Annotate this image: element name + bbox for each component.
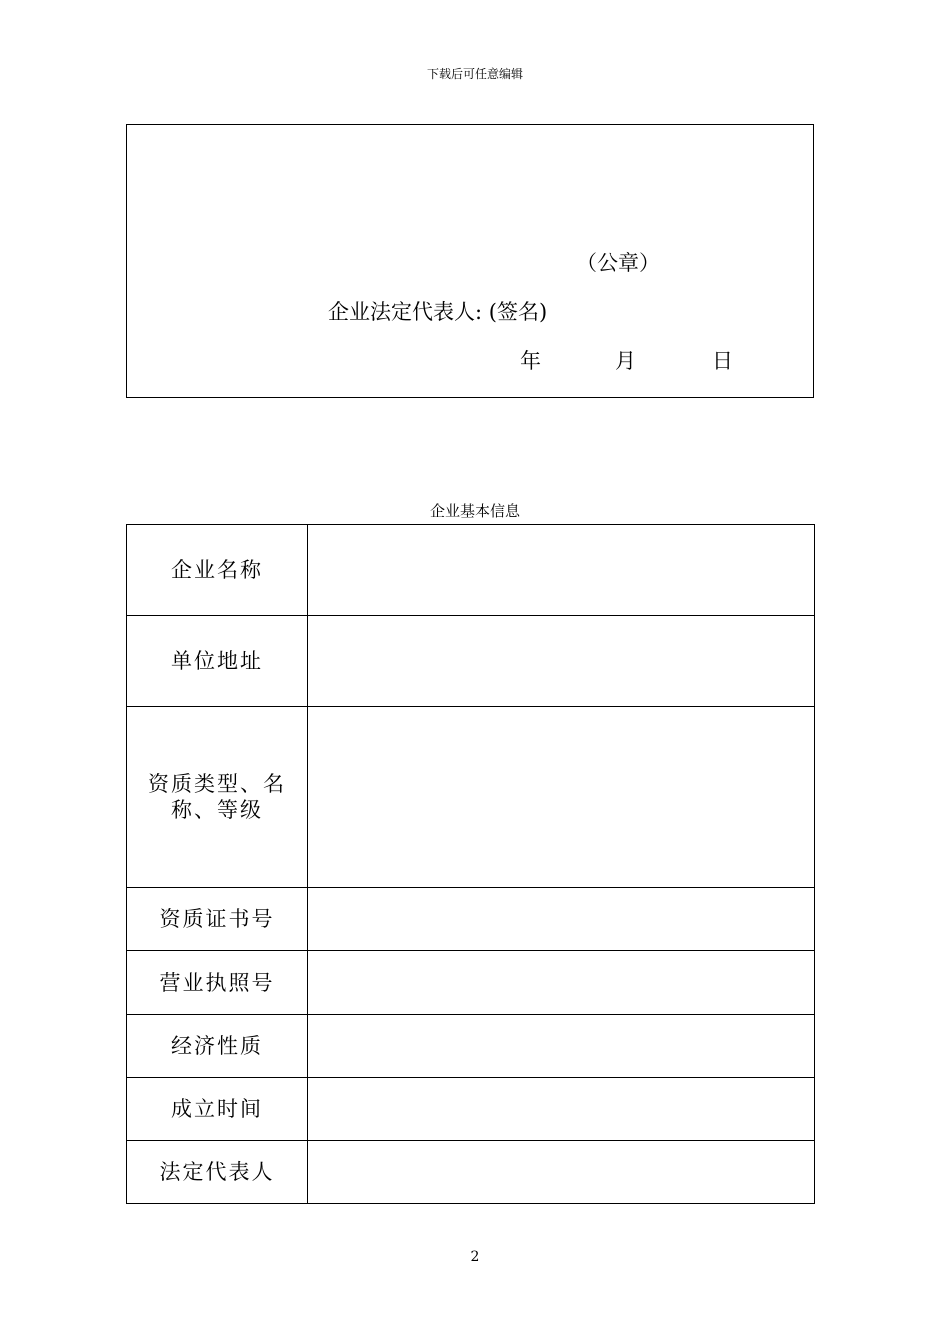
- signature-box: [126, 124, 814, 398]
- header-note: 下载后可任意编辑: [426, 67, 523, 81]
- page-number: 2: [470, 1249, 480, 1265]
- table-row: [127, 1078, 815, 1141]
- table-row: [127, 525, 815, 616]
- table-title: 企业基本信息: [429, 502, 520, 520]
- address-field[interactable]: [308, 616, 815, 707]
- row-label-address: 单位地址: [127, 616, 308, 707]
- company-name-field[interactable]: [308, 525, 815, 616]
- table-row: [127, 616, 815, 707]
- row-label-established-date: 成立时间: [127, 1078, 308, 1141]
- economic-nature-field[interactable]: [308, 1015, 815, 1078]
- qualification-field[interactable]: [308, 707, 815, 888]
- established-date-field[interactable]: [308, 1078, 815, 1141]
- table-row: [127, 1141, 815, 1204]
- date-day-label: 日: [712, 349, 733, 373]
- row-label-company-name: 企业名称: [127, 525, 308, 616]
- row-label-business-license: 营业执照号: [127, 951, 308, 1015]
- table-row: [127, 951, 815, 1015]
- date-month-label: 月: [615, 349, 636, 373]
- table-row: [127, 707, 815, 888]
- certificate-number-field[interactable]: [308, 888, 815, 951]
- table-row: [127, 1015, 815, 1078]
- company-info-table: [126, 524, 815, 1204]
- company-seal-label: （公章）: [576, 251, 660, 275]
- row-label-qualification: 资质类型、名称、等级: [127, 707, 308, 888]
- row-label-economic-nature: 经济性质: [127, 1015, 308, 1078]
- legal-representative-field[interactable]: [308, 1141, 815, 1204]
- table-row: [127, 888, 815, 951]
- business-license-field[interactable]: [308, 951, 815, 1015]
- date-year-label: 年: [520, 349, 541, 373]
- legal-representative-signature-label: 企业法定代表人: (签名): [328, 300, 548, 324]
- row-label-legal-representative: 法定代表人: [127, 1141, 308, 1204]
- row-label-certificate-number: 资质证书号: [127, 888, 308, 951]
